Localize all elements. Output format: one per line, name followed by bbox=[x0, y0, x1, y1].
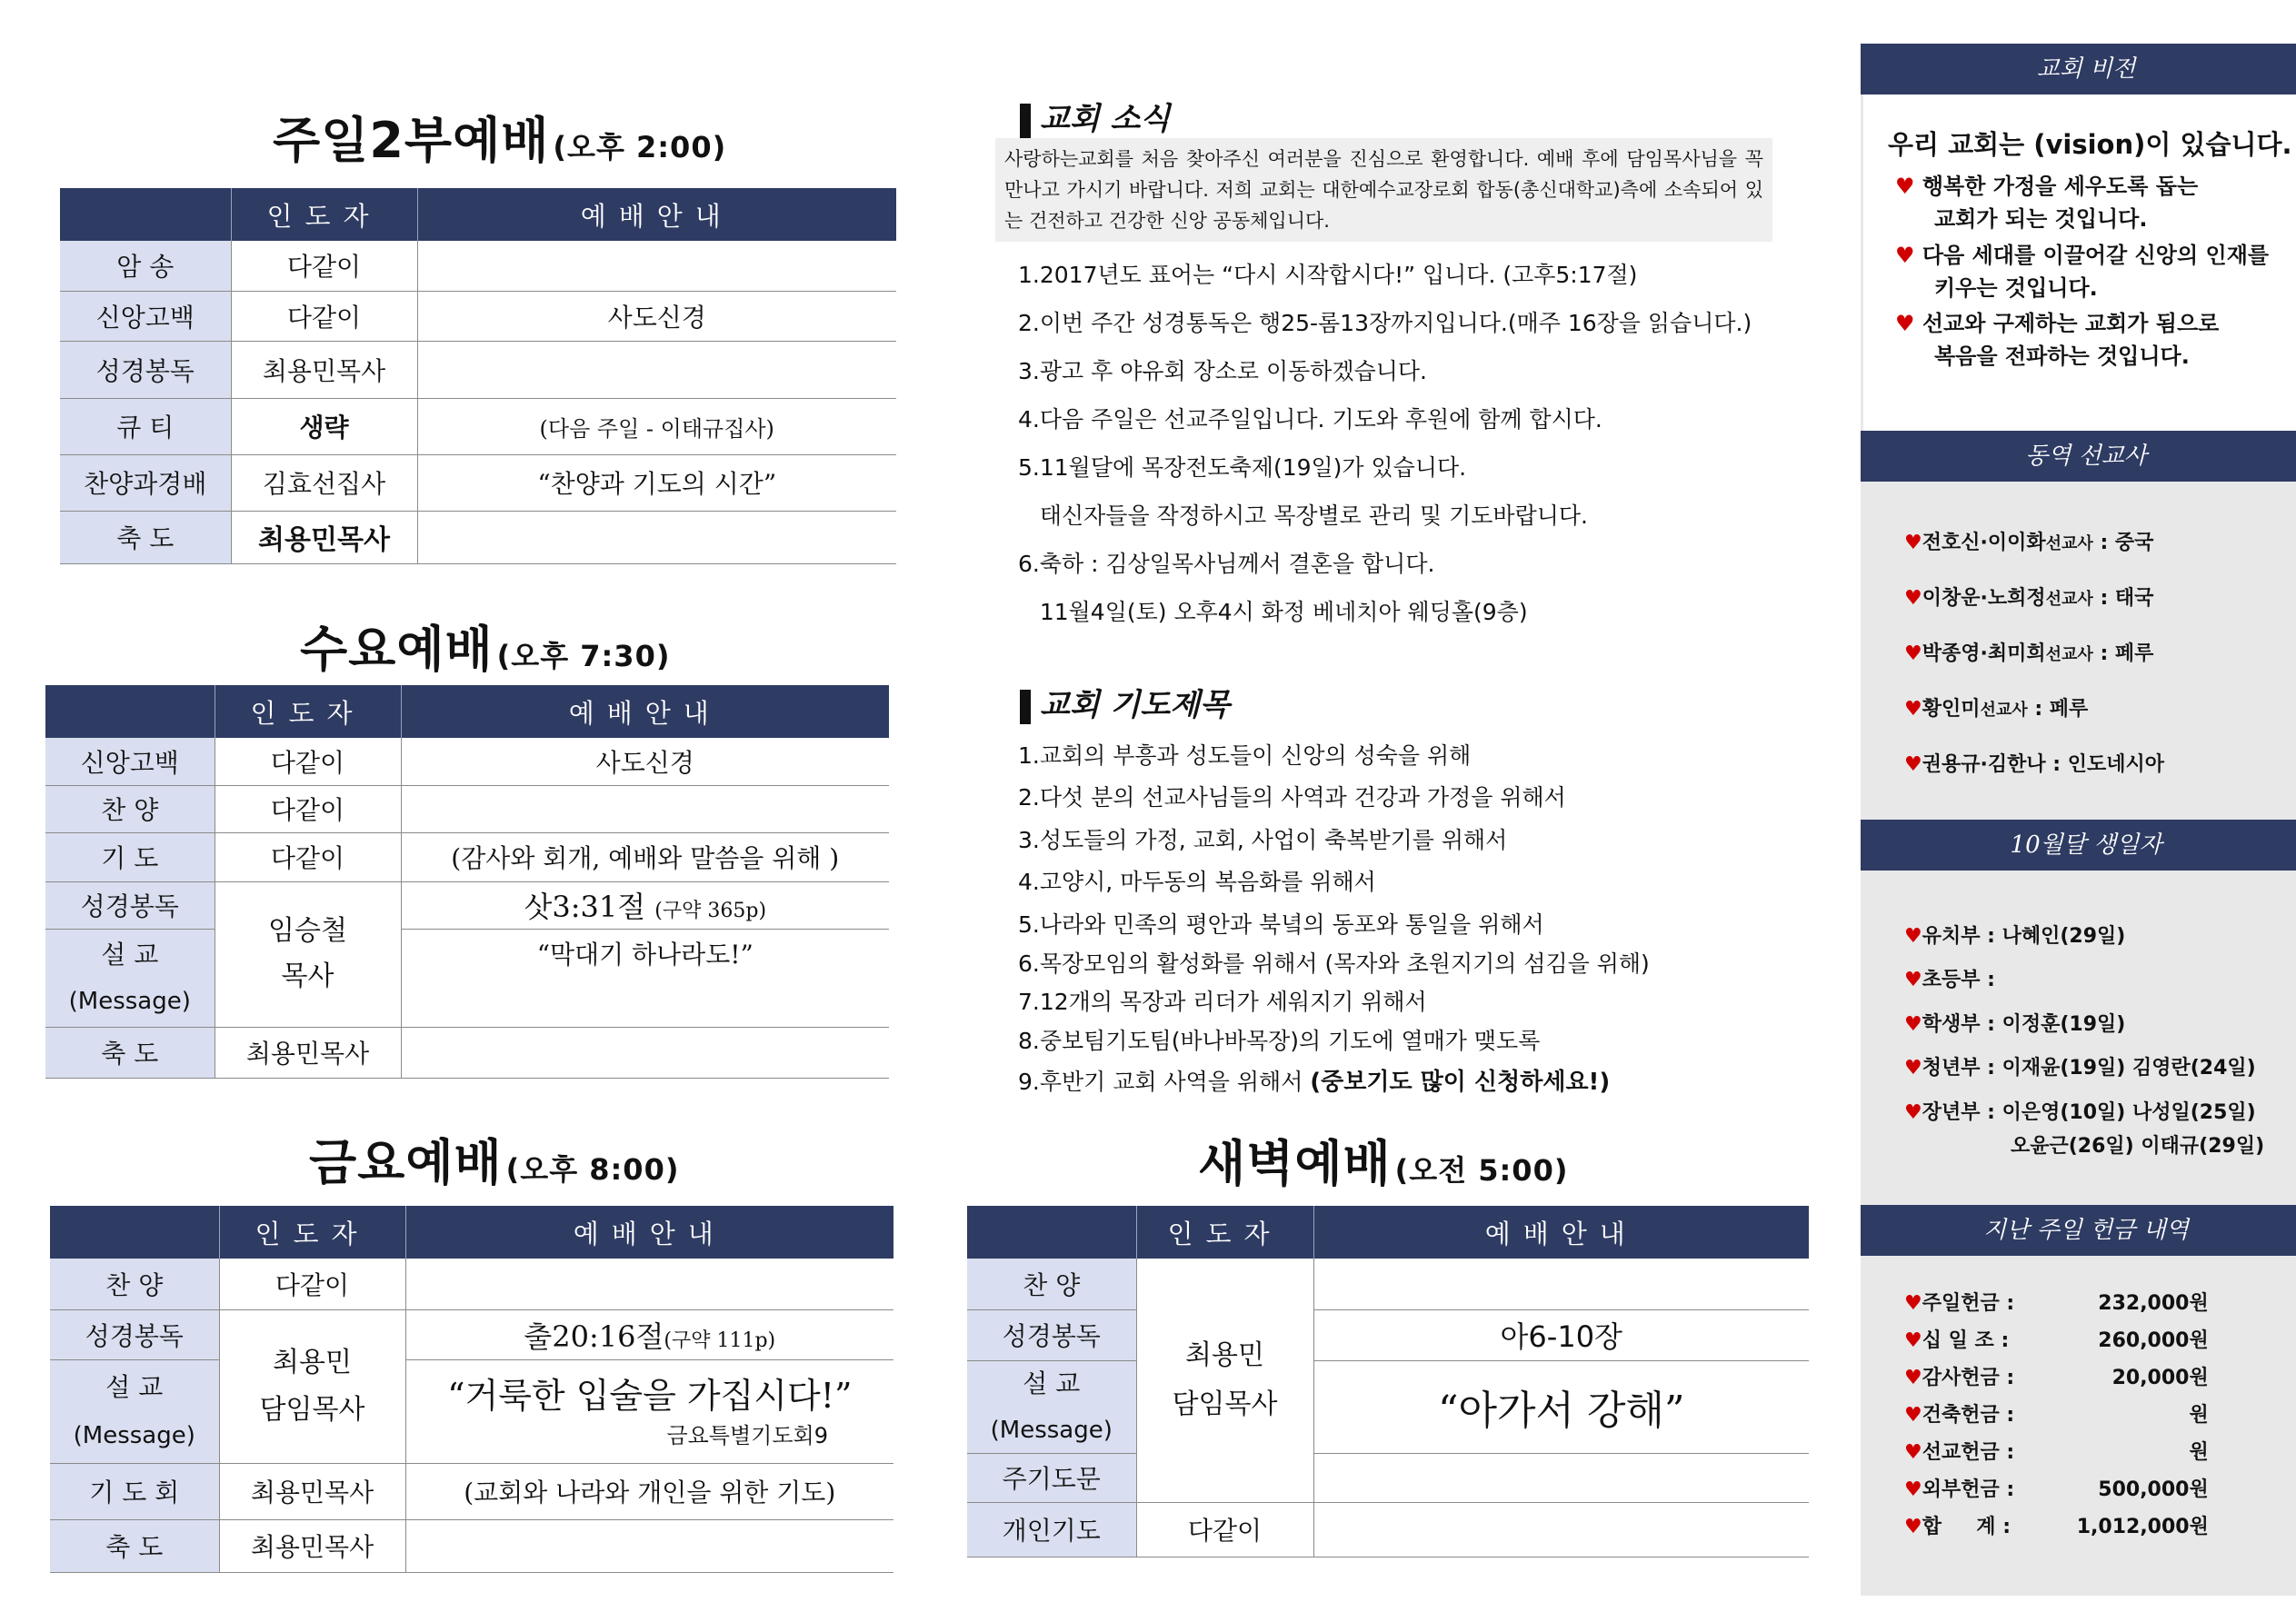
sunday2-row-leader: 다같이 bbox=[231, 241, 417, 291]
heart-icon: ♥ bbox=[1895, 174, 1915, 199]
wednesday-row-info: (감사와 회개, 예배와 말씀을 위해 ) bbox=[401, 832, 889, 881]
sunday2-row-info bbox=[417, 341, 896, 398]
offering-amount: 원 bbox=[2189, 1441, 2209, 1464]
welcome-message: 사랑하는교회를 처음 찾아주신 여러분을 진심으로 환영합니다. 예배 후에 담임목사님을 꼭 만나고 가시기 바랍니다. 저희 교회는 대한예수교장로회 합동(총신대학교)측에 소속되어 있는 건전하고 건강한 신앙 공동체입니다. bbox=[995, 138, 1772, 242]
prayer-heading bbox=[1020, 680, 1230, 724]
heart-icon: ♥ bbox=[1904, 1292, 1922, 1315]
dawn-leader-name: 최용민 bbox=[1185, 1338, 1264, 1371]
dawn-row-label: 주기도문 bbox=[967, 1453, 1136, 1502]
prayer-item: 3.성도들의 가정, 교회, 사업이 축복받기를 위해서 bbox=[1018, 827, 1508, 853]
heart-icon: ♥ bbox=[1904, 532, 1922, 554]
sunday2-row-label: 축 도 bbox=[60, 511, 231, 563]
friday-row-label: 기 도 회 bbox=[50, 1463, 219, 1519]
dawn-header-info: 예배안내 bbox=[1313, 1206, 1809, 1259]
dawn-row-label: 찬 양 bbox=[967, 1259, 1136, 1309]
sunday2-row-label: 큐 티 bbox=[60, 398, 231, 454]
vision-item-text: 선교와 구제하는 교회가 됨으로 bbox=[1922, 311, 2220, 336]
dawn-row-label: 개인기도 bbox=[967, 1502, 1136, 1557]
birthday-text: 초등부 : bbox=[1922, 969, 1995, 991]
dawn-leader-merged bbox=[1136, 1259, 1313, 1502]
friday-sermon-note: 금요특별기도회9 bbox=[666, 1422, 828, 1448]
heart-icon: ♥ bbox=[1904, 1101, 1922, 1124]
wednesday-sermon-label bbox=[45, 929, 215, 1027]
wednesday-header-blank bbox=[45, 685, 215, 738]
friday-row-leader: 최용민목사 bbox=[219, 1463, 405, 1519]
friday-row-info bbox=[405, 1519, 893, 1572]
dawn-row-leader: 다같이 bbox=[1136, 1502, 1313, 1557]
wednesday-row-leader: 다같이 bbox=[215, 738, 401, 785]
vision-intro: 우리 교회는 (vision)이 있습니다. bbox=[1888, 129, 2292, 160]
wednesday-header-leader: 인도자 bbox=[215, 685, 401, 738]
offering-item bbox=[1904, 1288, 2209, 1316]
vision-item-cont: 복음을 전파하는 것입니다. bbox=[1934, 343, 2190, 369]
friday-row-label: 성경봉독 bbox=[50, 1309, 219, 1359]
wednesday-scripture-page: (구약 365p) bbox=[654, 900, 767, 922]
missionary-item bbox=[1904, 693, 2088, 721]
wednesday-time: (오후 7:30) bbox=[496, 639, 671, 673]
missionary-item bbox=[1904, 638, 2153, 666]
friday-scripture-cell bbox=[405, 1309, 893, 1359]
friday-sermon-cell bbox=[405, 1359, 893, 1463]
offering-item bbox=[1904, 1474, 2209, 1502]
heart-icon: ♥ bbox=[1904, 1441, 1922, 1464]
offering-amount: 원 bbox=[2189, 1404, 2209, 1427]
wednesday-row-label: 기 도 bbox=[45, 832, 215, 881]
heart-icon: ♥ bbox=[1904, 587, 1922, 610]
missionary-place: : 태국 bbox=[2092, 587, 2154, 610]
prayer-item: 4.고양시, 마두동의 복음화를 위해서 bbox=[1018, 869, 1376, 895]
missionary-item bbox=[1904, 527, 2153, 555]
sunday2-row-leader: 다같이 bbox=[231, 291, 417, 341]
vision-item bbox=[1895, 168, 2198, 200]
dawn-title bbox=[1198, 1125, 1568, 1195]
heart-icon: ♥ bbox=[1904, 1057, 1922, 1080]
dawn-row-info bbox=[1313, 1453, 1809, 1502]
friday-sermon-label-text: 설 교 bbox=[105, 1371, 164, 1402]
friday-leader-title: 담임목사 bbox=[259, 1393, 365, 1426]
wednesday-row-leader: 다같이 bbox=[215, 832, 401, 881]
offering-label: 건축헌금 : bbox=[1922, 1404, 2015, 1427]
birthday-text: 장년부 : 이은영(10일) 나성일(25일) bbox=[1922, 1101, 2256, 1124]
offering-label: 합 계 : bbox=[1922, 1516, 2011, 1538]
sunday2-row-label: 성경봉독 bbox=[60, 341, 231, 398]
sunday2-row-label: 신앙고백 bbox=[60, 291, 231, 341]
missionary-role: 선교사 bbox=[1980, 701, 2028, 720]
sunday2-header-info: 예배안내 bbox=[417, 188, 896, 241]
friday-title bbox=[309, 1124, 679, 1194]
wednesday-header-info: 예배안내 bbox=[401, 685, 889, 738]
vision-item bbox=[1895, 305, 2219, 337]
friday-header-info: 예배안내 bbox=[405, 1206, 893, 1259]
prayer-item: 8.중보팀기도팀(바나바목장)의 기도에 열매가 맺도록 bbox=[1018, 1028, 1541, 1054]
prayer-heading-text: 교회 기도제목 bbox=[1040, 687, 1230, 723]
friday-row-info: (교회와 나라와 개인을 위한 기도) bbox=[405, 1463, 893, 1519]
wednesday-sermon-label-sub: (Message) bbox=[68, 987, 191, 1015]
dawn-sermon-title: “아가서 강해” bbox=[1313, 1360, 1809, 1453]
missionary-item bbox=[1904, 582, 2153, 611]
friday-scripture-page: (구약 111p) bbox=[664, 1328, 776, 1352]
missionary-name: 황인미 bbox=[1922, 698, 1981, 721]
prayer-item: 5.나라와 민족의 평안과 북녘의 동포와 통일을 위해서 bbox=[1018, 911, 1544, 938]
birthday-text: 유치부 : 나혜인(29일) bbox=[1922, 925, 2126, 948]
vision-heading: 교회 비전 bbox=[1861, 44, 2296, 95]
news-item: 11월4일(토) 오후4시 화정 베네치아 웨딩홀(9층) bbox=[1018, 599, 1528, 625]
dawn-scripture: 아6-10장 bbox=[1313, 1309, 1809, 1360]
heart-icon: ♥ bbox=[1895, 243, 1915, 268]
dawn-table bbox=[967, 1206, 1809, 1557]
sunday2-row-info bbox=[417, 241, 896, 291]
friday-row-label: 찬 양 bbox=[50, 1259, 219, 1309]
news-item: 5.11월달에 목장전도축제(19일)가 있습니다. bbox=[1018, 454, 1467, 481]
birthday-item bbox=[1904, 1052, 2256, 1080]
birthday-item bbox=[1904, 1097, 2256, 1125]
missionary-role: 선교사 bbox=[2045, 645, 2093, 664]
offering-item bbox=[1904, 1437, 2209, 1465]
sunday2-time: (오후 2:00) bbox=[553, 130, 727, 164]
sunday2-row-label: 찬양과경배 bbox=[60, 454, 231, 511]
friday-sermon-title: “거룩한 입술을 가집시다!” bbox=[447, 1375, 853, 1416]
friday-row-leader: 최용민목사 bbox=[219, 1519, 405, 1572]
news-heading bbox=[1020, 94, 1170, 138]
offering-item bbox=[1904, 1325, 2209, 1353]
sunday2-row-info: “찬양과 기도의 시간” bbox=[417, 454, 896, 511]
heart-icon: ♥ bbox=[1904, 969, 1922, 991]
heart-icon: ♥ bbox=[1904, 698, 1922, 721]
dawn-row-label: 성경봉독 bbox=[967, 1309, 1136, 1360]
friday-table bbox=[50, 1206, 893, 1573]
missionary-name: 권용규·김한나 bbox=[1922, 753, 2046, 776]
news-item: 4.다음 주일은 선교주일입니다. 기도와 후원에 함께 합시다. bbox=[1018, 406, 1602, 433]
heart-icon: ♥ bbox=[1904, 925, 1922, 948]
missionary-role: 선교사 bbox=[2045, 590, 2093, 609]
friday-scripture: 출20:16절 bbox=[524, 1318, 664, 1354]
sunday2-row-info bbox=[417, 511, 896, 563]
birthday-text: 청년부 : 이재윤(19일) 김영란(24일) bbox=[1922, 1057, 2256, 1080]
offering-amount: 500,000원 bbox=[2098, 1478, 2209, 1501]
missionary-name: 이창운·노희정 bbox=[1922, 587, 2046, 610]
offering-item bbox=[1904, 1399, 2209, 1428]
heading-bar-icon bbox=[1020, 690, 1031, 724]
heart-icon: ♥ bbox=[1904, 1367, 1922, 1389]
friday-header-blank bbox=[50, 1206, 219, 1259]
offering-label: 주일헌금 : bbox=[1922, 1292, 2015, 1315]
vision-item-cont: 교회가 되는 것입니다. bbox=[1934, 206, 2148, 232]
prayer-item: 7.12개의 목장과 리더가 세워지기 위해서 bbox=[1018, 989, 1427, 1015]
prayer-item: 2.다섯 분의 선교사님들의 사역과 건강과 가정을 위해서 bbox=[1018, 784, 1566, 811]
prayer-item: 6.목장모임의 활성화를 위해서 (목자와 초원지기의 섬김을 위해) bbox=[1018, 950, 1650, 977]
friday-row-label: 축 도 bbox=[50, 1519, 219, 1572]
wednesday-leader-merged bbox=[215, 881, 401, 1027]
dawn-header-blank bbox=[967, 1206, 1136, 1259]
offering-total bbox=[1904, 1511, 2209, 1539]
friday-title-text: 금요예배 bbox=[309, 1134, 503, 1191]
sunday2-row-info: 사도신경 bbox=[417, 291, 896, 341]
offering-amount: 20,000원 bbox=[2111, 1367, 2209, 1389]
vision-item-text: 행복한 가정을 세우도록 돕는 bbox=[1922, 174, 2199, 199]
birthday-item bbox=[1904, 1009, 2125, 1037]
birthday-text: 학생부 : 이정훈(19일) bbox=[1922, 1013, 2126, 1036]
dawn-header-leader: 인도자 bbox=[1136, 1206, 1313, 1259]
sunday2-title-text: 주일2부예배 bbox=[273, 112, 550, 169]
birthdays-heading: 10월달 생일자 bbox=[1861, 820, 2296, 871]
sunday2-row-leader: 최용민목사 bbox=[231, 511, 417, 563]
offering-label: 선교헌금 : bbox=[1922, 1441, 2015, 1464]
sunday2-row-leader: 최용민목사 bbox=[231, 341, 417, 398]
dawn-leader-title: 담임목사 bbox=[1172, 1388, 1278, 1420]
dawn-time: (오전 5:00) bbox=[1394, 1153, 1569, 1188]
news-heading-text: 교회 소식 bbox=[1040, 101, 1171, 137]
vision-item-text: 다음 세대를 이끌어갈 신앙의 인재를 bbox=[1922, 243, 2270, 268]
vision-item bbox=[1895, 237, 2269, 269]
wednesday-row-leader: 다같이 bbox=[215, 785, 401, 832]
wednesday-title bbox=[300, 611, 670, 681]
offering-label: 감사헌금 : bbox=[1922, 1367, 2015, 1389]
heading-bar-icon bbox=[1020, 104, 1031, 138]
wednesday-row-info bbox=[401, 1027, 889, 1078]
birthday-item bbox=[1904, 964, 1995, 992]
wednesday-row-label: 축 도 bbox=[45, 1027, 215, 1078]
offering-heading: 지난 주일 헌금 내역 bbox=[1861, 1205, 2296, 1256]
missionary-place: : 인도네시아 bbox=[2045, 753, 2164, 776]
dawn-sermon-label-text: 설 교 bbox=[1023, 1368, 1081, 1398]
heart-icon: ♥ bbox=[1904, 642, 1922, 665]
sunday2-row-label: 암 송 bbox=[60, 241, 231, 291]
dawn-title-text: 새벽예배 bbox=[1198, 1135, 1392, 1192]
missionary-name: 박종영·최미희 bbox=[1922, 642, 2046, 665]
heart-icon: ♥ bbox=[1895, 311, 1915, 336]
wednesday-row-info bbox=[401, 785, 889, 832]
friday-sermon-label bbox=[50, 1359, 219, 1463]
offering-amount: 232,000원 bbox=[2098, 1292, 2209, 1315]
wednesday-sermon-label-text: 설 교 bbox=[101, 939, 159, 970]
wednesday-leader-title: 목사 bbox=[281, 960, 334, 992]
missionary-item bbox=[1904, 749, 2164, 777]
sunday2-table bbox=[60, 188, 896, 564]
sunday2-row-info: (다음 주일 - 이태규집사) bbox=[417, 398, 896, 454]
missionary-place: : 중국 bbox=[2092, 532, 2154, 554]
wednesday-scripture-cell bbox=[401, 881, 889, 929]
friday-time: (오후 8:00) bbox=[505, 1152, 680, 1187]
wednesday-sermon-title: “막대기 하나라도!” bbox=[401, 929, 889, 1027]
missionary-place: : 페루 bbox=[2092, 642, 2154, 665]
wednesday-row-label: 신앙고백 bbox=[45, 738, 215, 785]
wednesday-leader-name: 임승철 bbox=[268, 915, 347, 947]
sunday2-header-blank bbox=[60, 188, 231, 241]
birthday-cont: 오윤근(26일) 이태규(29일) bbox=[2011, 1135, 2265, 1158]
heart-icon: ♥ bbox=[1904, 1478, 1922, 1501]
offering-label: 십 일 조 : bbox=[1922, 1329, 2010, 1352]
news-item: 태신자들을 작정하시고 목장별로 관리 및 기도바랍니다. bbox=[1018, 503, 1588, 529]
heart-icon: ♥ bbox=[1904, 1329, 1922, 1352]
prayer-item-emphasis: (중보기도 많이 신청하세요!) bbox=[1310, 1069, 1611, 1096]
sunday2-row-leader: 생략 bbox=[231, 398, 417, 454]
dawn-row-info bbox=[1313, 1259, 1809, 1309]
friday-leader-merged bbox=[219, 1309, 405, 1463]
offering-label: 외부헌금 : bbox=[1922, 1478, 2015, 1501]
dawn-sermon-label-sub: (Message) bbox=[990, 1416, 1113, 1444]
wednesday-row-label: 찬 양 bbox=[45, 785, 215, 832]
news-item: 6.축하 : 김상일목사님께서 결혼을 합니다. bbox=[1018, 551, 1435, 577]
wednesday-table bbox=[45, 685, 889, 1079]
birthday-item bbox=[1904, 920, 2125, 949]
heart-icon: ♥ bbox=[1904, 1516, 1922, 1538]
offering-amount: 260,000원 bbox=[2098, 1329, 2209, 1352]
heart-icon: ♥ bbox=[1904, 753, 1922, 776]
heart-icon: ♥ bbox=[1904, 1404, 1922, 1427]
missionary-name: 전호신·이이화 bbox=[1922, 532, 2046, 554]
friday-row-leader: 다같이 bbox=[219, 1259, 405, 1309]
dawn-sermon-label bbox=[967, 1360, 1136, 1453]
vision-item-cont: 키우는 것입니다. bbox=[1934, 275, 2098, 301]
prayer-item-text: 9.후반기 교회 사역을 위해서 bbox=[1018, 1069, 1311, 1095]
heart-icon: ♥ bbox=[1904, 1013, 1922, 1036]
wednesday-row-label: 성경봉독 bbox=[45, 881, 215, 929]
wednesday-scripture: 삿3:31절 bbox=[524, 890, 646, 924]
news-item: 1.2017년도 표어는 “다시 시작합시다!” 입니다. (고후5:17절) bbox=[1018, 262, 1638, 288]
sunday2-header-leader: 인도자 bbox=[231, 188, 417, 241]
missionary-place: : 페루 bbox=[2027, 698, 2089, 721]
sunday2-title bbox=[273, 102, 726, 172]
offering-amount: 1,012,000원 bbox=[2076, 1516, 2209, 1538]
wednesday-title-text: 수요예배 bbox=[300, 621, 494, 678]
sunday2-row-leader: 김효선집사 bbox=[231, 454, 417, 511]
offering-item bbox=[1904, 1362, 2209, 1390]
news-item: 2.이번 주간 성경통독은 행25-롬13장까지입니다.(매주 16장을 읽습니다.) bbox=[1018, 310, 1752, 336]
wednesday-row-leader: 최용민목사 bbox=[215, 1027, 401, 1078]
wednesday-row-info: 사도신경 bbox=[401, 738, 889, 785]
missionaries-heading: 동역 선교사 bbox=[1861, 431, 2296, 482]
missionary-role: 선교사 bbox=[2045, 534, 2093, 553]
friday-header-leader: 인도자 bbox=[219, 1206, 405, 1259]
prayer-item-last bbox=[1018, 1063, 1610, 1097]
dawn-row-info bbox=[1313, 1502, 1809, 1557]
friday-sermon-label-sub: (Message) bbox=[73, 1421, 195, 1449]
friday-leader-name: 최용민 bbox=[273, 1346, 352, 1378]
friday-row-info bbox=[405, 1259, 893, 1309]
news-item: 3.광고 후 야유회 장소로 이동하겠습니다. bbox=[1018, 358, 1427, 384]
prayer-item: 1.교회의 부흥과 성도들이 신앙의 성숙을 위해 bbox=[1018, 742, 1472, 769]
